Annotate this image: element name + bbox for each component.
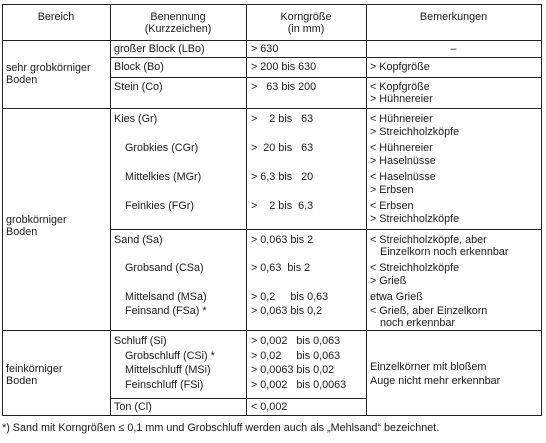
soil-name: Feinschluff (FSi) (125, 379, 204, 391)
grain-size: > 6,3 bis 20 (251, 171, 314, 183)
remark: < Haselnüsse (370, 171, 436, 183)
header-bereich: Bereich (37, 11, 75, 23)
soil-name: Stein (Co) (114, 81, 163, 93)
remark: – (450, 43, 457, 55)
rule-col (110, 4, 111, 416)
grain-size: > 0,02 bis 0,063 (251, 350, 341, 362)
remark: Einzelkörner mit bloßem (370, 361, 487, 373)
remark: < Streichholzköpfe (370, 262, 460, 274)
rule-bottom (2, 415, 542, 416)
grain-size: > 63 bis 200 (251, 81, 317, 93)
header-korngroesse: Korngröße (280, 11, 332, 23)
soil-name: Kies (Gr) (114, 113, 158, 125)
footnote: *) Sand mit Korngrößen ≤ 0,1 mm und Grobschluff werden auch als „Mehlsand“ bezeichnet. (2, 422, 440, 434)
remark: > Grieß (370, 275, 407, 287)
grain-size: > 2 bis 6,3 (251, 200, 314, 212)
remark: > Kopfgröße (370, 61, 430, 73)
remark: > Haselnüsse (370, 155, 436, 167)
rule-group (2, 108, 542, 109)
grain-size: > 0,063 bis 2 (251, 234, 314, 246)
grain-size: < 0,002 (251, 401, 288, 413)
grain-size: > 630 (251, 43, 279, 55)
grain-size: > 0,63 bis 2 (251, 262, 311, 274)
remark: Auge nicht mehr erkennbar (370, 375, 501, 387)
rule-row (110, 398, 366, 399)
bereich-label: Boden (6, 74, 38, 86)
rule-row (110, 57, 542, 58)
remark: < Kopfgröße (370, 81, 430, 93)
header-benennung: Benennung (150, 11, 206, 23)
rule-group (2, 330, 542, 331)
header-kurzzeichen: (Kurzzeichen) (144, 23, 212, 35)
grain-size: > 0,002 bis 0,0063 (251, 379, 347, 391)
remark: < Hühnereier (370, 113, 433, 125)
soil-name: Mittelsand (MSa) (125, 291, 207, 303)
remark: > Hühnereier (370, 93, 433, 105)
grain-size: > 0,2 bis 0,63 (251, 291, 329, 303)
header-einheit: (in mm) (287, 23, 325, 35)
soil-name: großer Block (LBo) (114, 43, 205, 55)
remark: Einzelkorn noch erkennbar (380, 246, 509, 258)
rule-top (2, 4, 542, 5)
soil-name: Grobkies (CGr) (125, 142, 199, 154)
rule-row (110, 77, 542, 78)
grain-size: > 0,063 bis 0,2 (251, 305, 323, 317)
remark: etwa Grieß (370, 291, 423, 303)
bereich-label: feinkörniger (6, 363, 63, 375)
remark: noch erkennbar (380, 317, 456, 329)
soil-name: Ton (Cl) (114, 401, 152, 413)
remark: > Erbsen (370, 184, 414, 196)
grain-size: > 0,002 bis 0,063 (251, 335, 341, 347)
header-bemerkungen: Bemerkungen (419, 11, 488, 23)
remark: > Streichholzköpfe (370, 126, 460, 138)
remark: > Streichholzköpfe (370, 213, 460, 225)
soil-name: Feinsand (FSa) * (125, 305, 207, 317)
bereich-label: Boden (6, 375, 38, 387)
grain-size: > 200 bis 630 (251, 61, 317, 73)
soil-name: Mittelschluff (MSi) (125, 364, 211, 376)
grain-size: > 20 bis 63 (251, 142, 314, 154)
grain-size: > 2 bis 63 (251, 113, 314, 125)
soil-name: Mittelkies (MGr) (125, 171, 202, 183)
rule-block (110, 229, 542, 230)
remark: < Hühnereier (370, 142, 433, 154)
remark: < Streichholzköpfe, aber (370, 234, 487, 246)
rule-col (541, 4, 542, 416)
bereich-label: grobkörniger (6, 214, 67, 226)
soil-name: Sand (Sa) (114, 234, 163, 246)
remark: < Erbsen (370, 200, 414, 212)
soil-name: Grobsand (CSa) (125, 262, 204, 274)
rule-col (366, 4, 367, 416)
soil-name: Schluff (Si) (114, 335, 167, 347)
soil-name: Block (Bo) (114, 61, 164, 73)
soil-name: Grobschluff (CSi) * (125, 350, 215, 362)
rule-col (2, 4, 3, 416)
rule-header-bottom (2, 40, 542, 41)
grain-size: > 0,0063 bis 0,02 (251, 364, 335, 376)
bereich-label: sehr grobkörniger (6, 62, 91, 74)
bereich-label: Boden (6, 226, 38, 238)
remark: < Grieß, aber Einzelkorn (370, 305, 488, 317)
soil-name: Feinkies (FGr) (125, 200, 194, 212)
rule-col (246, 4, 247, 416)
